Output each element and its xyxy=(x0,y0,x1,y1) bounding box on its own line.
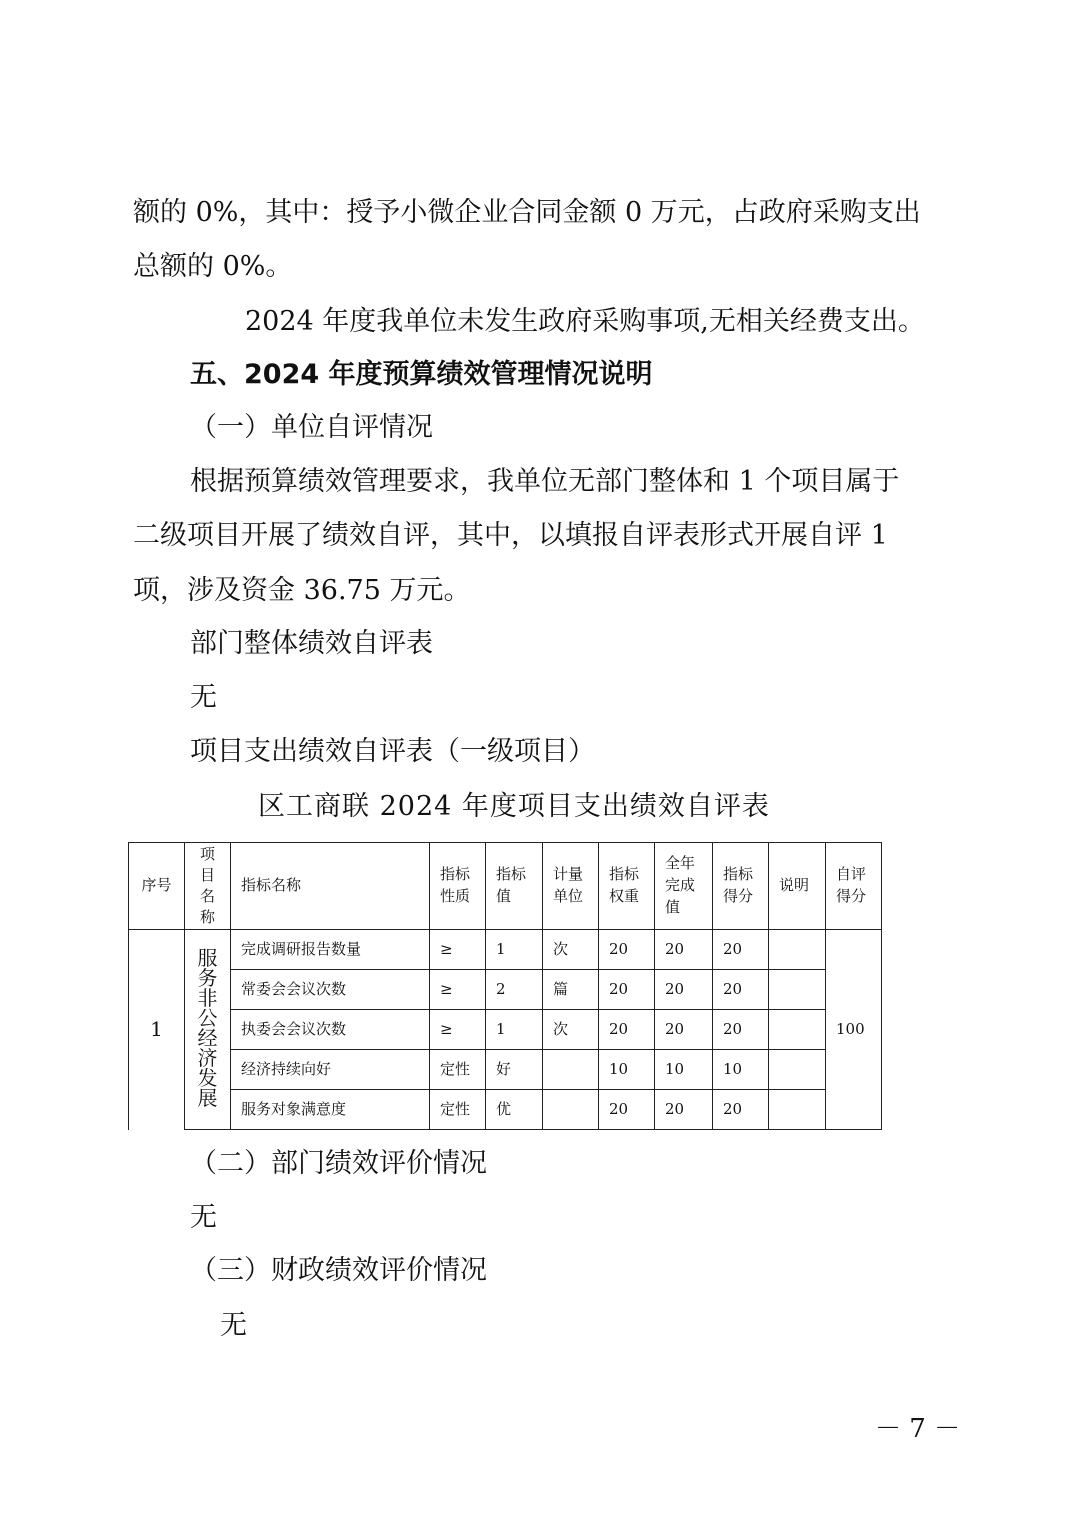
cell-weight: 20 xyxy=(599,970,655,1010)
paragraph-line: 额的 0%，其中：授予小微企业合同金额 0 万元，占政府采购支出 xyxy=(133,197,921,228)
paragraph-line: 总额的 0%。 xyxy=(133,251,293,282)
cell-unit: 次 xyxy=(543,930,599,970)
paragraph-line: 二级项目开展了绩效自评，其中，以填报自评表形式开展自评 1 xyxy=(133,520,888,551)
cell-note xyxy=(769,1090,826,1130)
table-row xyxy=(129,930,882,970)
cell-note xyxy=(769,970,826,1010)
cell-note xyxy=(769,1050,826,1090)
cell-project-name: 服务非公经济发展 xyxy=(185,930,231,1130)
label-project-table: 项目支出绩效自评表（一级项目） xyxy=(190,736,595,767)
cell-score: 20 xyxy=(713,930,769,970)
cell-weight: 20 xyxy=(599,1090,655,1130)
cell-value: 1 xyxy=(486,930,543,970)
cell-note xyxy=(769,1010,826,1050)
cell-score: 10 xyxy=(713,1050,769,1090)
cell-score: 20 xyxy=(713,970,769,1010)
cell-value: 优 xyxy=(486,1090,543,1130)
subsection-heading: （一）单位自评情况 xyxy=(190,412,433,443)
header-score: 指标得分 xyxy=(713,843,769,930)
header-project-name: 项目名称 xyxy=(185,843,231,930)
header-seq: 序号 xyxy=(129,843,185,930)
subsection-heading: （二）部门绩效评价情况 xyxy=(190,1148,487,1179)
none-text: 无 xyxy=(220,1310,247,1341)
table-header-row xyxy=(129,843,882,930)
cell-weight: 20 xyxy=(599,930,655,970)
cell-nature: 定性 xyxy=(430,1050,486,1090)
cell-completion: 20 xyxy=(655,1090,713,1130)
header-note: 说明 xyxy=(769,843,826,930)
paragraph-line: 项，涉及资金 36.75 万元。 xyxy=(133,575,471,606)
paragraph-line: 2024 年度我单位未发生政府采购事项,无相关经费支出。 xyxy=(245,306,925,337)
header-nature: 指标性质 xyxy=(430,843,486,930)
cell-score: 20 xyxy=(713,1010,769,1050)
cell-nature: ≥ xyxy=(430,970,486,1010)
cell-nature: 定性 xyxy=(430,1090,486,1130)
cell-unit: 次 xyxy=(543,1010,599,1050)
none-text: 无 xyxy=(190,682,217,713)
cell-completion: 20 xyxy=(655,930,713,970)
cell-nature: ≥ xyxy=(430,1010,486,1050)
label-dept-table: 部门整体绩效自评表 xyxy=(190,628,433,659)
cell-indicator-name: 服务对象满意度 xyxy=(231,1090,430,1130)
cell-completion: 20 xyxy=(655,970,713,1010)
cell-completion: 20 xyxy=(655,1010,713,1050)
table-row xyxy=(129,970,882,1010)
table-row xyxy=(129,1010,882,1050)
cell-value: 1 xyxy=(486,1010,543,1050)
paragraph-line: 根据预算绩效管理要求，我单位无部门整体和 1 个项目属于 xyxy=(190,466,900,497)
cell-indicator-name: 完成调研报告数量 xyxy=(231,930,430,970)
cell-value: 好 xyxy=(486,1050,543,1090)
performance-table xyxy=(128,842,882,1130)
cell-value: 2 xyxy=(486,970,543,1010)
cell-note xyxy=(769,930,826,970)
cell-seq: 1 xyxy=(129,930,185,1130)
cell-completion: 10 xyxy=(655,1050,713,1090)
table-row xyxy=(129,1090,882,1130)
cell-unit: 篇 xyxy=(543,970,599,1010)
header-weight: 指标权重 xyxy=(599,843,655,930)
header-self-score: 自评得分 xyxy=(826,843,882,930)
cell-unit xyxy=(543,1090,599,1130)
cell-nature: ≥ xyxy=(430,930,486,970)
table-title: 区工商联 2024 年度项目支出绩效自评表 xyxy=(258,791,770,822)
none-text: 无 xyxy=(190,1202,217,1233)
page-number: － 7 － xyxy=(875,1414,961,1444)
cell-weight: 20 xyxy=(599,1010,655,1050)
cell-unit xyxy=(543,1050,599,1090)
cell-indicator-name: 经济持续向好 xyxy=(231,1050,430,1090)
header-completion: 全年完成值 xyxy=(655,843,713,930)
cell-indicator-name: 常委会会议次数 xyxy=(231,970,430,1010)
cell-self-score: 100 xyxy=(826,930,882,1130)
subsection-heading: （三）财政绩效评价情况 xyxy=(190,1255,487,1286)
header-indicator-name: 指标名称 xyxy=(231,843,430,930)
header-value: 指标值 xyxy=(486,843,543,930)
cell-weight: 10 xyxy=(599,1050,655,1090)
header-unit: 计量单位 xyxy=(543,843,599,930)
section-heading: 五、2024 年度预算绩效管理情况说明 xyxy=(190,359,653,390)
table-row xyxy=(129,1050,882,1090)
cell-indicator-name: 执委会会议次数 xyxy=(231,1010,430,1050)
cell-score: 20 xyxy=(713,1090,769,1130)
